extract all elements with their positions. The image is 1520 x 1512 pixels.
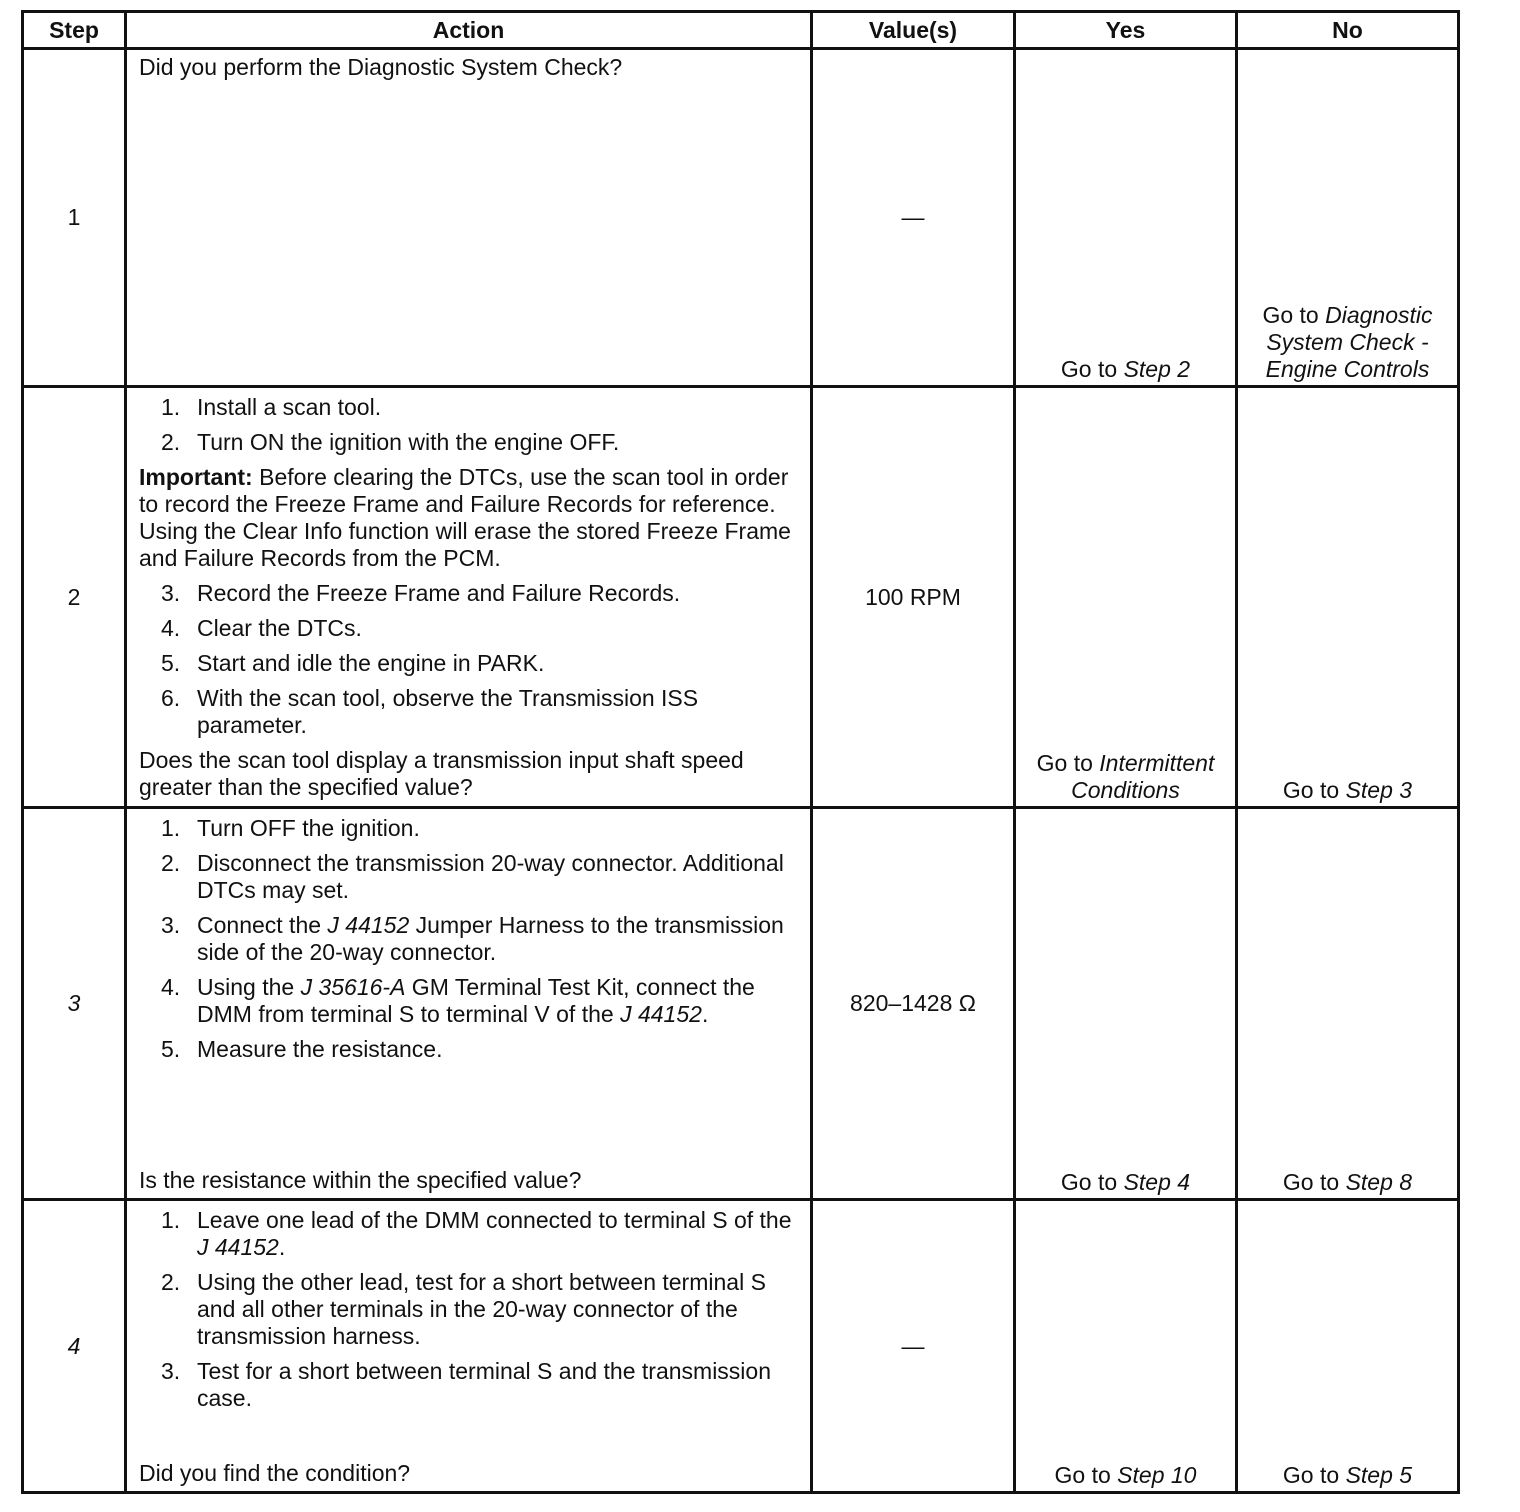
- no-cell: [1237, 387, 1459, 808]
- list-item: 3. Record the Freeze Frame and Failure Records.: [161, 580, 681, 606]
- header-no: No: [1237, 12, 1459, 49]
- action-cell: [126, 387, 812, 808]
- list-item: 2. Disconnect the transmission 20-way connector. Additional DTCs may set.: [161, 850, 784, 903]
- list-item: 1. Turn OFF the ignition.: [161, 815, 420, 841]
- no-cell: [1237, 1200, 1459, 1493]
- tool-reference: J 44152: [620, 1001, 702, 1027]
- action-question: Did you perform the Diagnostic System Check?: [139, 54, 623, 80]
- value-cell: —: [812, 1200, 1015, 1493]
- action-steps: [139, 815, 792, 1063]
- header-values: Value(s): [812, 12, 1015, 49]
- yes-cell: [1015, 387, 1237, 808]
- list-item: 2. Using the other lead, test for a short between terminal S and all other terminals in the 20-way connector of the transmission harness.: [161, 1269, 766, 1349]
- action-question: Is the resistance within the specified value?: [139, 1167, 582, 1193]
- yes-prefix: Go to: [1060, 1169, 1124, 1195]
- no-link: Step 5: [1345, 1462, 1413, 1488]
- no-cell: [1237, 808, 1459, 1200]
- action-steps: [139, 580, 792, 739]
- yes-prefix: Go to: [1060, 356, 1124, 382]
- yes-cell: [1015, 808, 1237, 1200]
- list-item: 5. Start and idle the engine in PARK.: [161, 650, 545, 676]
- yes-cell: [1015, 49, 1237, 387]
- step-number: 4: [23, 1200, 126, 1493]
- action-question: Does the scan tool display a transmission input shaft speed greater than the specified value?: [139, 747, 744, 800]
- yes-cell: [1015, 1200, 1237, 1493]
- list-item: 3. Test for a short between terminal S and the transmission case.: [161, 1358, 772, 1411]
- value-cell: 820–1428 Ω: [812, 808, 1015, 1200]
- header-step: Step: [23, 12, 126, 49]
- action-cell: [126, 49, 812, 387]
- action-steps: [139, 394, 792, 456]
- yes-link: Step 10: [1117, 1462, 1197, 1488]
- no-prefix: Go to: [1282, 1462, 1346, 1488]
- no-prefix: Go to: [1262, 302, 1326, 328]
- action-cell: [126, 1200, 812, 1493]
- yes-prefix: Go to: [1054, 1462, 1118, 1488]
- yes-link: Intermittent Conditions: [1071, 750, 1215, 803]
- list-item: 4. Clear the DTCs.: [161, 615, 362, 641]
- table-row: [23, 49, 1459, 387]
- header-row: [23, 12, 1459, 49]
- table-row: [23, 387, 1459, 808]
- diagnostic-table: [21, 10, 1460, 1494]
- list-item: 5. Measure the resistance.: [161, 1036, 443, 1062]
- no-prefix: Go to: [1282, 1169, 1346, 1195]
- important-label: Important:: [139, 464, 253, 490]
- list-item: 1. Leave one lead of the DMM connected to terminal S of the J 44152.: [161, 1207, 792, 1260]
- action-question: Did you find the condition?: [139, 1460, 411, 1486]
- list-item: 4. Using the J 35616-A GM Terminal Test Kit, connect the DMM from terminal S to terminal V of the J 44152.: [161, 974, 755, 1027]
- step-number: 1: [23, 49, 126, 387]
- step-number: 3: [23, 808, 126, 1200]
- header-yes: Yes: [1015, 12, 1237, 49]
- important-note: Important: Before clearing the DTCs, use the scan tool in order to record the Freeze Frame and Failure Records for reference. Using the Clear Info function will erase the stored Freeze Frame and Failure Records from the PCM.: [139, 464, 791, 571]
- action-steps: [139, 1207, 792, 1412]
- no-link: Step 8: [1345, 1169, 1413, 1195]
- list-item: 1. Install a scan tool.: [161, 394, 382, 420]
- yes-prefix: Go to: [1036, 750, 1100, 776]
- table-row: [23, 1200, 1459, 1493]
- no-cell: [1237, 49, 1459, 387]
- value-cell: 100 RPM: [812, 387, 1015, 808]
- tool-reference: J 44152: [327, 912, 410, 938]
- value-cell: —: [812, 49, 1015, 387]
- tool-reference: J 35616-A: [300, 974, 406, 1000]
- no-link: Diagnostic System Check - Engine Controls: [1265, 302, 1433, 382]
- action-cell: [126, 808, 812, 1200]
- step-number: 2: [23, 387, 126, 808]
- list-item: 3. Connect the J 44152 Jumper Harness to the transmission side of the 20-way connector.: [161, 912, 784, 965]
- yes-link: Step 2: [1123, 356, 1191, 382]
- no-prefix: Go to: [1282, 777, 1346, 803]
- yes-link: Step 4: [1123, 1169, 1191, 1195]
- tool-reference: J 44152: [197, 1234, 279, 1260]
- no-link: Step 3: [1345, 777, 1413, 803]
- table-row: [23, 808, 1459, 1200]
- list-item: 6. With the scan tool, observe the Transmission ISS parameter.: [161, 685, 699, 738]
- header-action: Action: [126, 12, 812, 49]
- list-item: 2. Turn ON the ignition with the engine OFF.: [161, 429, 620, 455]
